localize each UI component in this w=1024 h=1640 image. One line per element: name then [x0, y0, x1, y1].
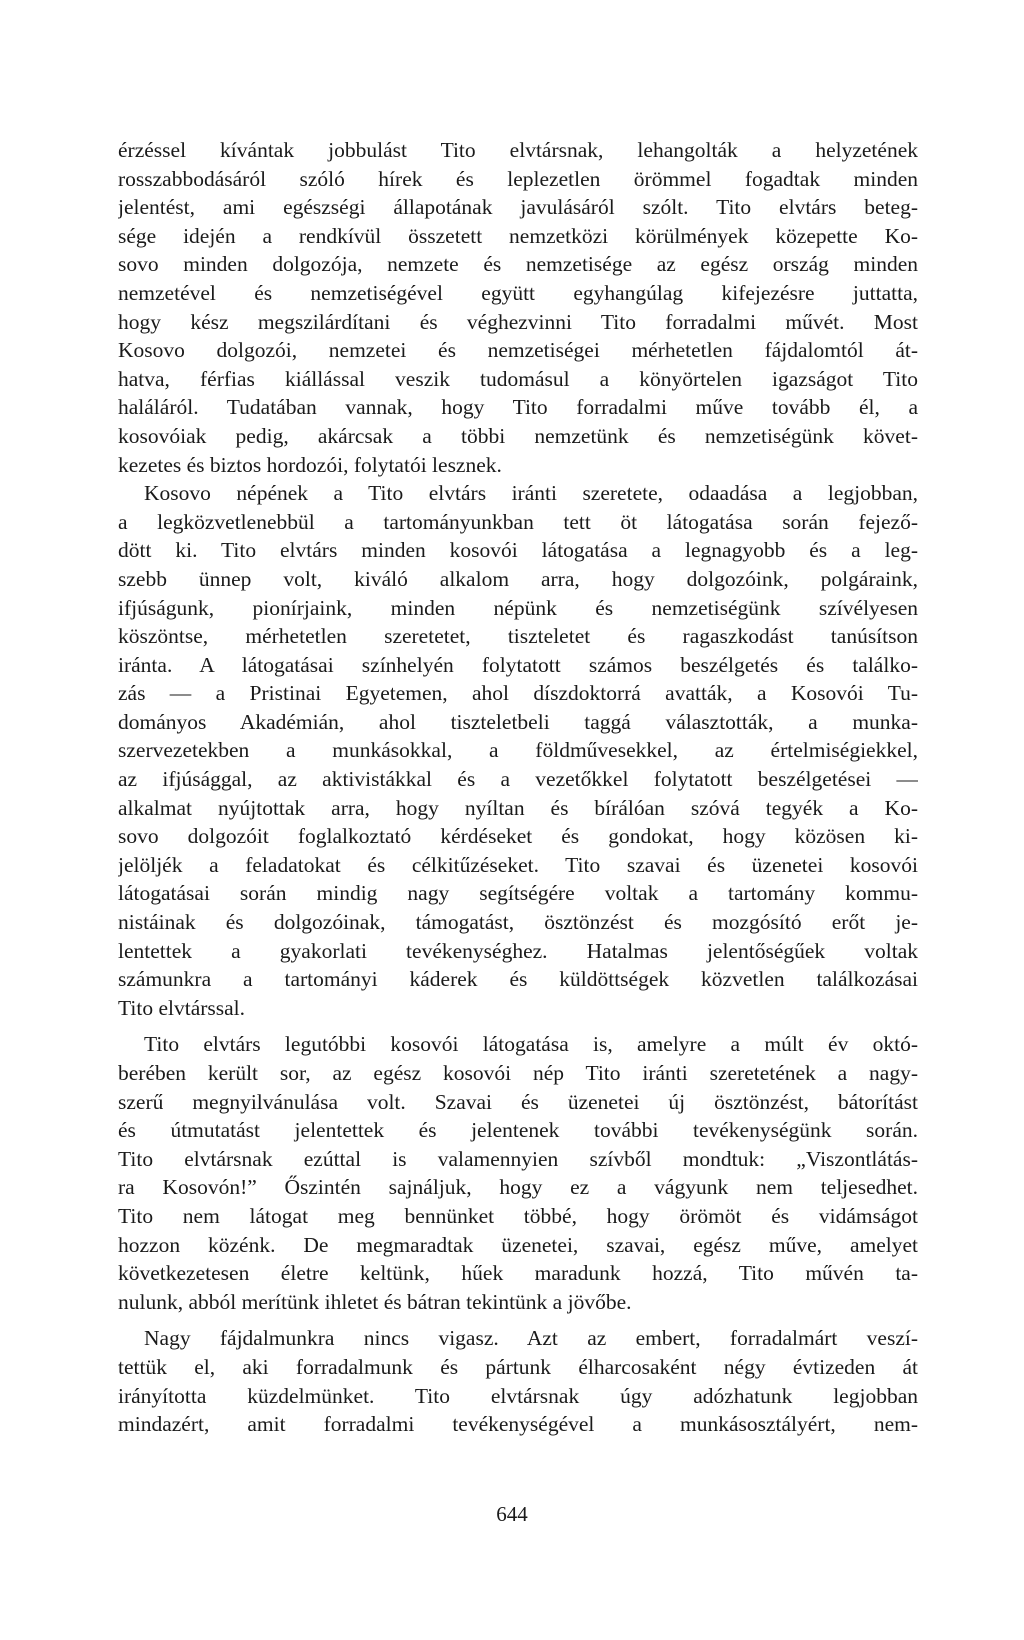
text-line: Kosovo népének a Tito elvtárs iránti szeretete, odaadása a legjobban,: [144, 481, 918, 506]
text-line: következetesen életre keltünk, hűek maradunk hozzá, Tito művén ta-: [118, 1261, 918, 1286]
page-number: 644: [496, 1502, 528, 1526]
text-line: mindazért, amit forradalmi tevékenységével a munkásosztályért, nem-: [118, 1412, 918, 1437]
text-line: jelöljék a feladatokat és célkitűzéseket. Tito szavai és üzenetei kosovói: [118, 852, 918, 877]
text-line: irányította küzdelmünket. Tito elvtársnak úgy adózhatunk legjobban: [118, 1383, 918, 1408]
paragraph: [118, 479, 918, 1022]
text-line: nemzetével és nemzetiségével együtt egyhangúlag kifejezésre juttatta,: [118, 280, 918, 305]
text-line: Kosovo dolgozói, nemzetei és nemzetiségei mérhetetlen fájdalomtól át-: [118, 338, 918, 363]
text-line: Tito nem látogat meg bennünket többé, hogy örömöt és vidámságot: [118, 1203, 918, 1228]
text-line: ra Kosovón!” Őszintén sajnáljuk, hogy ez a vágyunk nem teljesedhet.: [118, 1175, 918, 1200]
text-line: érzéssel kívántak jobbulást Tito elvtársnak, lehangolták a helyzetének: [118, 138, 918, 162]
text-line: az ifjúsággal, az aktivistákkal és a vezetőkkel folytatott beszélgetései —: [118, 767, 918, 792]
text-line: tettük el, aki forradalmunk és pártunk élharcosaként négy évtizeden át: [118, 1354, 918, 1379]
text-line: jelentést, ami egészségi állapotának javulásáról szólt. Tito elvtárs beteg-: [118, 195, 918, 220]
text-line: ifjúságunk, pionírjaink, minden népünk és nemzetiségünk szívélyesen: [118, 595, 918, 620]
text-line: látogatásai során mindig nagy segítségére voltak a tartomány kommu-: [118, 881, 918, 906]
paragraph-gap: [118, 1022, 918, 1030]
paragraph: [118, 136, 918, 479]
paragraph: [118, 1030, 918, 1316]
text-line: iránta. A látogatásai színhelyén folytatott számos beszélgetés és találko-: [118, 652, 918, 677]
text-line: a legközvetlenebbül a tartományunkban tett öt látogatása során fejező-: [118, 509, 918, 534]
text-line: szebb ünnep volt, kiváló alkalom arra, hogy dolgozóink, polgáraink,: [118, 566, 918, 591]
text-line: Tito elvtárs legutóbbi kosovói látogatása is, amelyre a múlt év októ-: [144, 1032, 918, 1057]
text-line: Tito elvtárssal.: [118, 995, 246, 1020]
text-line: számunkra a tartományi káderek és küldöttségek közvetlen találkozásai: [118, 967, 918, 992]
text-line: Nagy fájdalmunkra nincs vigasz. Azt az embert, forradalmárt veszí-: [144, 1326, 918, 1351]
text-line: zás — a Pristinai Egyetemen, ahol díszdoktorrá avatták, a Kosovói Tu-: [118, 681, 918, 706]
text-line: lentettek a gyakorlati tevékenységhez. Hatalmas jelentőségűek voltak: [118, 938, 918, 963]
text-line: nistáinak és dolgozóinak, támogatást, ösztönzést és mozgósító erőt je-: [118, 910, 918, 935]
text-line: haláláról. Tudatában vannak, hogy Tito forradalmi műve tovább él, a: [118, 395, 918, 420]
text-line: hozzon közénk. De megmaradtak üzenetei, szavai, egész műve, amelyet: [118, 1232, 918, 1257]
text-line: kezetes és biztos hordozói, folytatói lesznek.: [118, 452, 502, 477]
page-body: [118, 136, 918, 1439]
text-line: alkalmat nyújtottak arra, hogy nyíltan és bírálóan szóvá tegyék a Ko-: [118, 795, 918, 820]
text-line: szervezetekben a munkásokkal, a földművesekkel, az értelmiségiekkel,: [118, 738, 918, 763]
text-line: dött ki. Tito elvtárs minden kosovói látogatása a legnagyobb és a leg-: [118, 538, 918, 563]
paragraph: [118, 1324, 918, 1438]
text-line: Tito elvtársnak ezúttal is valamennyien szívből mondtuk: „Viszontlátás-: [118, 1146, 918, 1171]
text-line: berében került sor, az egész kosovói nép Tito iránti szeretetének a nagy-: [118, 1061, 918, 1085]
paragraph-gap: [118, 1316, 918, 1324]
text-line: sége idején a rendkívül összetett nemzetközi körülmények közepette Ko-: [118, 223, 918, 248]
text-line: és útmutatást jelentettek és jelentenek további tevékenységünk során.: [118, 1118, 918, 1143]
text-line: szerű megnyilvánulása volt. Szavai és üzenetei új ösztönzést, bátorítást: [118, 1089, 918, 1114]
text-line: sovo minden dolgozója, nemzete és nemzetisége az egész ország minden: [118, 252, 918, 277]
text-line: kosovóiak pedig, akárcsak a többi nemzetünk és nemzetiségünk követ-: [118, 423, 918, 448]
text-line: rosszabbodásáról szóló hírek és leplezetlen örömmel fogadtak minden: [118, 166, 918, 191]
text-line: sovo dolgozóit foglalkoztató kérdéseket és gondokat, hogy közösen ki-: [118, 824, 918, 849]
text-line: nulunk, abból merítünk ihletet és bátran tekintünk a jövőbe.: [118, 1289, 632, 1314]
text-line: köszöntse, mérhetetlen szeretetet, tiszteletet és ragaszkodást tanúsítson: [118, 624, 918, 649]
text-line: dományos Akadémián, ahol tiszteletbeli taggá választották, a munka-: [118, 709, 918, 734]
text-line: hatva, férfias kiállással veszik tudomásul a könyörtelen igazságot Tito: [118, 366, 918, 391]
text-line: hogy kész megszilárdítani és véghezvinni Tito forradalmi művét. Most: [118, 309, 918, 334]
